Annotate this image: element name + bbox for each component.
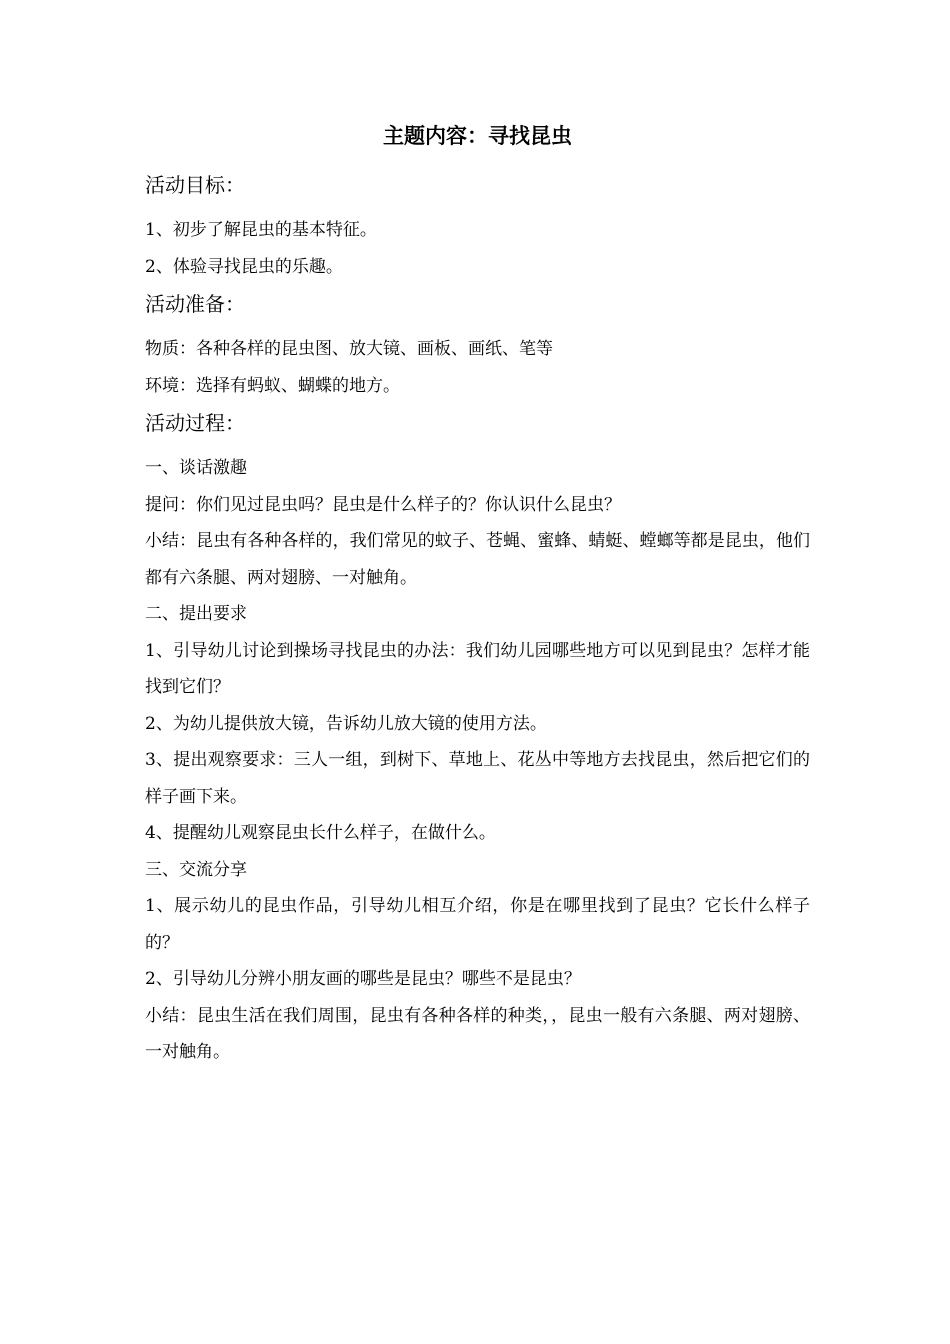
paragraph: 二、提出要求 bbox=[145, 604, 247, 624]
section-heading: 活动准备： bbox=[145, 292, 245, 316]
paragraph: 2、体验寻找昆虫的乐趣。 bbox=[145, 256, 343, 277]
paragraph: 小结：昆虫生活在我们周围，昆虫有各种各样的种类，，昆虫一般有六条腿、两对翅膀、一对触角。 bbox=[145, 1005, 810, 1062]
section-process bbox=[145, 406, 810, 1071]
paragraph: 1、初步了解昆虫的基本特征。 bbox=[145, 220, 377, 240]
section-goals bbox=[145, 168, 810, 285]
section-preparation bbox=[145, 287, 810, 404]
section-heading: 活动过程： bbox=[145, 411, 245, 435]
paragraph: 4、提醒幼儿观察昆虫长什么样子，在做什么。 bbox=[145, 823, 496, 843]
paragraph: 2、为幼儿提供放大镜，告诉幼儿放大镜的使用方法。 bbox=[145, 713, 547, 734]
page-title: 主题内容：寻找昆虫 bbox=[383, 124, 572, 148]
document-body bbox=[145, 118, 810, 1073]
paragraph: 三、交流分享 bbox=[145, 859, 247, 880]
paragraph: 提问：你们见过昆虫吗？昆虫是什么样子的？你认识什么昆虫？ bbox=[145, 494, 621, 515]
paragraph: 1、展示幼儿的昆虫作品，引导幼儿相互介绍，你是在哪里找到了昆虫？它长什么样子的？ bbox=[145, 896, 810, 953]
paragraph: 1、引导幼儿讨论到操场寻找昆虫的办法：我们幼儿园哪些地方可以见到昆虫？怎样才能找到它们？ bbox=[145, 640, 810, 697]
paragraph: 物质：各种各样的昆虫图、放大镜、画板、画纸、笔等 bbox=[145, 339, 553, 359]
paragraph: 小结：昆虫有各种各样的，我们常见的蚊子、苍蝇、蜜蜂、蜻蜓、螳螂等都是昆虫，他们都有六条腿、两对翅膀、一对触角。 bbox=[145, 531, 810, 588]
paragraph: 一、谈话激趣 bbox=[145, 458, 247, 478]
paragraph: 2、引导幼儿分辨小朋友画的哪些是昆虫？哪些不是昆虫？ bbox=[145, 969, 581, 989]
section-heading: 活动目标： bbox=[145, 173, 245, 197]
paragraph: 3、提出观察要求：三人一组，到树下、草地上、花丛中等地方去找昆虫，然后把它们的样子画下来。 bbox=[145, 750, 810, 807]
paragraph: 环境：选择有蚂蚁、蝴蝶的地方。 bbox=[145, 375, 400, 396]
